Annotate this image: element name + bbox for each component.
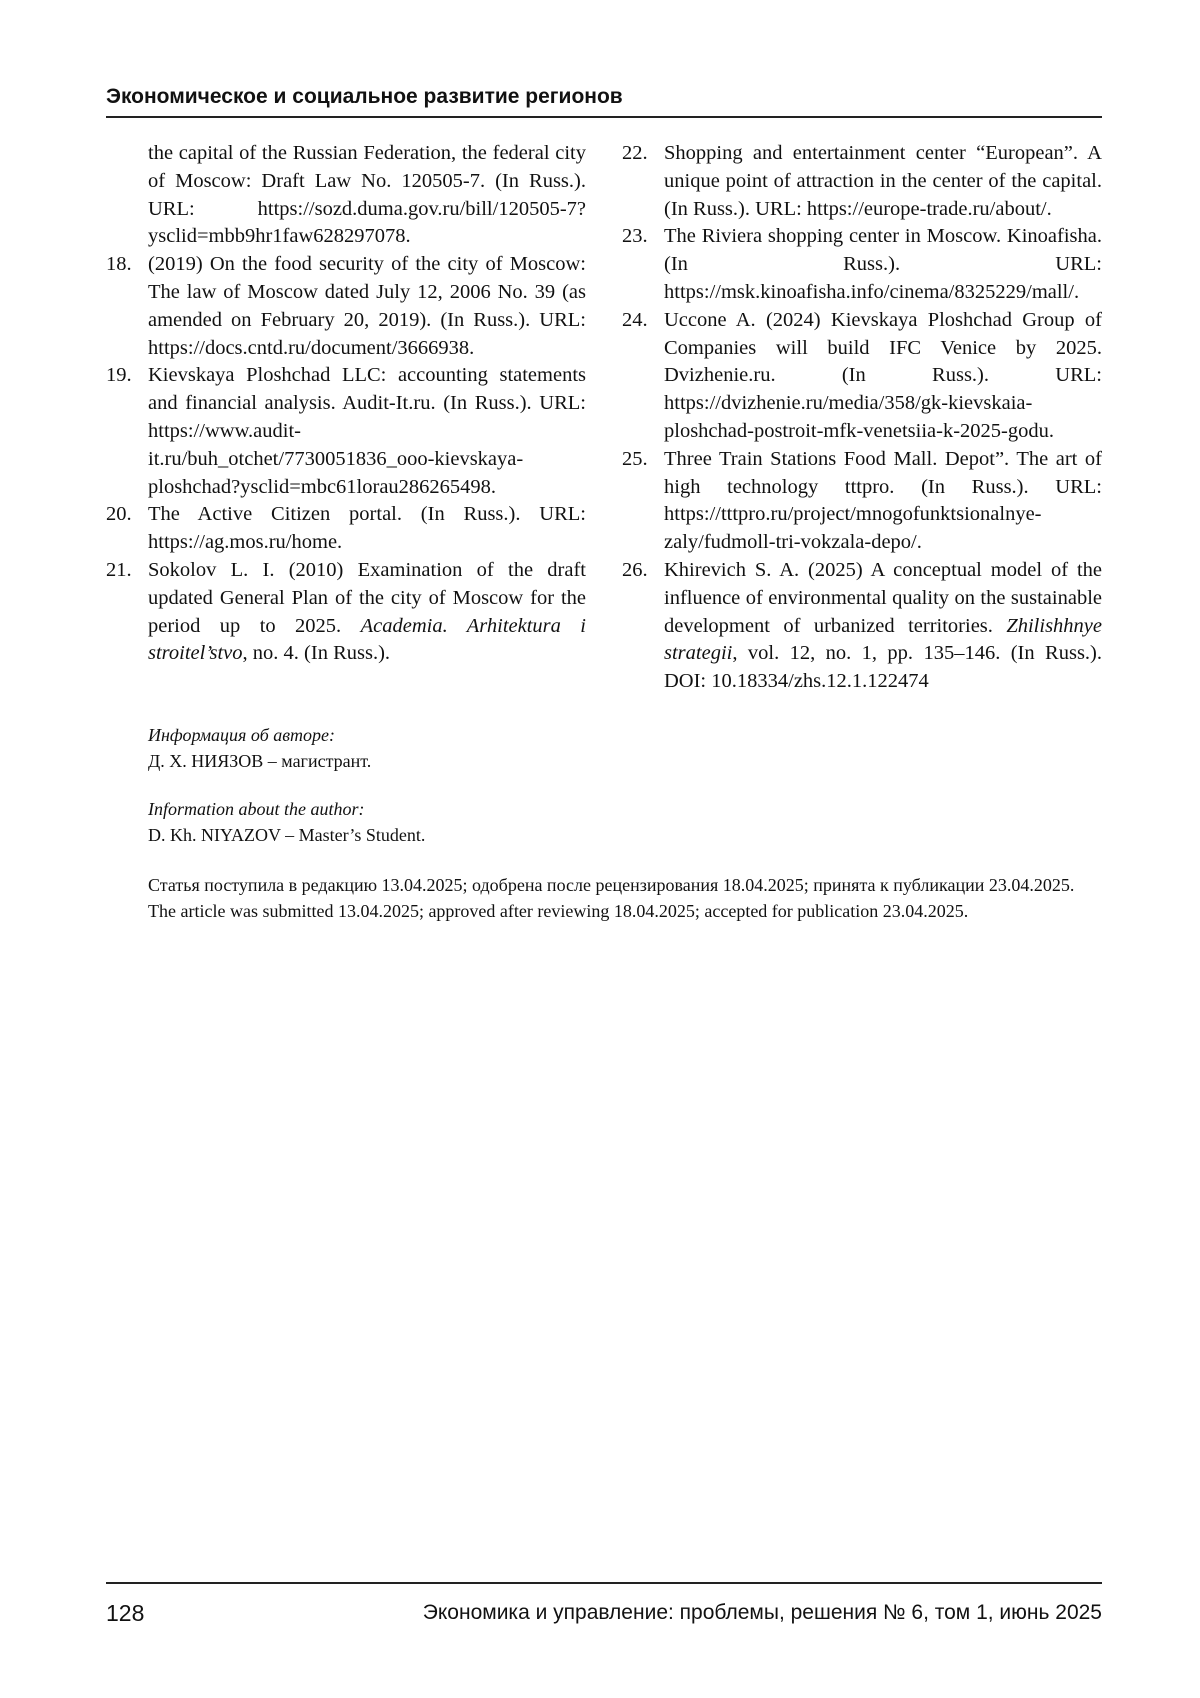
- author-info-heading: Information about the author:: [148, 799, 365, 819]
- article-dates: [148, 872, 1102, 924]
- reference-number: 25.: [622, 447, 648, 470]
- reference-number: 24.: [622, 308, 648, 331]
- article-dates-en: The article was submitted 13.04.2025; approved after reviewing 18.04.2025; accepted for publication 23.04.2025.: [148, 901, 969, 921]
- reference-text: [664, 557, 1102, 696]
- reference-text: (2019) On the food security of the city of Moscow: The law of Moscow dated July 12, 2006 No. 39 (as amended on February 20, 2019). (In Russ.). URL: https://docs.cntd.ru/document/3666938.: [148, 253, 586, 359]
- page-number: 128: [106, 1600, 145, 1626]
- reference-text-part: Khirevich S. A. (2025) A conceptual model of the influence of environmental quality on the sustainable development of urbanized territories.: [664, 558, 1102, 637]
- reference-number: 21.: [106, 558, 132, 581]
- reference-text-part: , vol. 12, no. 1, pp. 135–146. (In Russ.). DOI: 10.18334/zhs.12.1.122474: [664, 642, 1102, 693]
- reference-text: The Active Citizen portal. (In Russ.). URL: https://ag.mos.ru/home.: [148, 503, 586, 554]
- reference-number: 20.: [106, 503, 132, 526]
- reference-item-26: [622, 557, 1102, 696]
- journal-title: Academia. Arhitektura i stroitel’stvo: [148, 614, 586, 665]
- author-info-ru: [148, 722, 1048, 774]
- reference-text: Kievskaya Ploshchad LLC: accounting statements and financial analysis. Audit-It.ru. (In Russ.). URL: https://www.audit-it.ru/buh_otchet/7730051836_ooo-kievskaya-ploshchad?ysclid=mbc61lorau286265498.: [148, 364, 586, 498]
- reference-text: Uccone A. (2024) Kievskaya Ploshchad Group of Companies will build IFC Venice by 2025. Dvizhenie.ru. (In Russ.). URL: https://dvizhenie.ru/media/358/gk-kievskaia-ploshchad-postroit-mfk-venetsiia-k-2025-godu.: [664, 308, 1102, 442]
- reference-item-20: [106, 501, 586, 557]
- article-dates-ru: Статья поступила в редакцию 13.04.2025; одобрена после рецензирования 18.04.2025; принята к публикации 23.04.2025.: [148, 875, 1075, 895]
- reference-number: 19.: [106, 364, 132, 387]
- author-info-en: [148, 796, 1048, 848]
- reference-item-18: [106, 251, 586, 362]
- reference-number: 22.: [622, 142, 648, 164]
- reference-item-24: [622, 307, 1102, 446]
- references-left-column: [106, 140, 586, 668]
- reference-number: 23.: [622, 225, 648, 248]
- reference-text: Three Train Stations Food Mall. Depot”. The art of high technology tttpro. (In Russ.). URL: https://tttpro.ru/project/mnogofunktsionalnye-zaly/fudmoll-tri-vokzala-depo/.: [664, 447, 1102, 554]
- reference-text: [148, 557, 586, 668]
- reference-item-19: [106, 362, 586, 501]
- journal-issue-info: Экономика и управление: проблемы, решения № 6, том 1, июнь 2025: [422, 1601, 1102, 1624]
- reference-17-continuation: the capital of the Russian Federation, the federal city of Moscow: Draft Law No. 120505-7. (In Russ.). URL: https://sozd.duma.gov.ru/bill/120505-7?ysclid=mbb9hr1faw628297078.: [148, 142, 586, 248]
- reference-text: Shopping and entertainment center “European”. A unique point of attraction in the center of the capital. (In Russ.). URL: https://europe-trade.ru/about/.: [664, 142, 1102, 220]
- reference-text-part: Sokolov L. I. (2010) Examination of the draft updated General Plan of the city of Moscow for the period up to 2025.: [148, 558, 586, 637]
- journal-title: Zhilishhnye strategii: [664, 614, 1102, 665]
- reference-number: 18.: [106, 253, 132, 276]
- reference-item-21: [106, 557, 586, 668]
- references-right-column: [622, 140, 1102, 696]
- footer-divider: [106, 1582, 1102, 1584]
- author-info-heading: Информация об авторе:: [148, 725, 336, 745]
- reference-number: 26.: [622, 558, 648, 581]
- reference-text-part: , no. 4. (In Russ.).: [242, 642, 391, 665]
- reference-item-25: [622, 446, 1102, 557]
- author-info-text: D. Kh. NIYAZOV – Master’s Student.: [148, 825, 426, 845]
- reference-item-22: [622, 140, 1102, 223]
- reference-item-23: [622, 223, 1102, 306]
- author-info-text: Д. Х. НИЯЗОВ – магистрант.: [148, 751, 372, 771]
- reference-text: The Riviera shopping center in Moscow. Kinoafisha. (In Russ.). URL: https://msk.kinoafisha.info/cinema/8325229/mall/.: [664, 225, 1102, 303]
- running-header: Экономическое и социальное развитие регионов: [106, 84, 1102, 118]
